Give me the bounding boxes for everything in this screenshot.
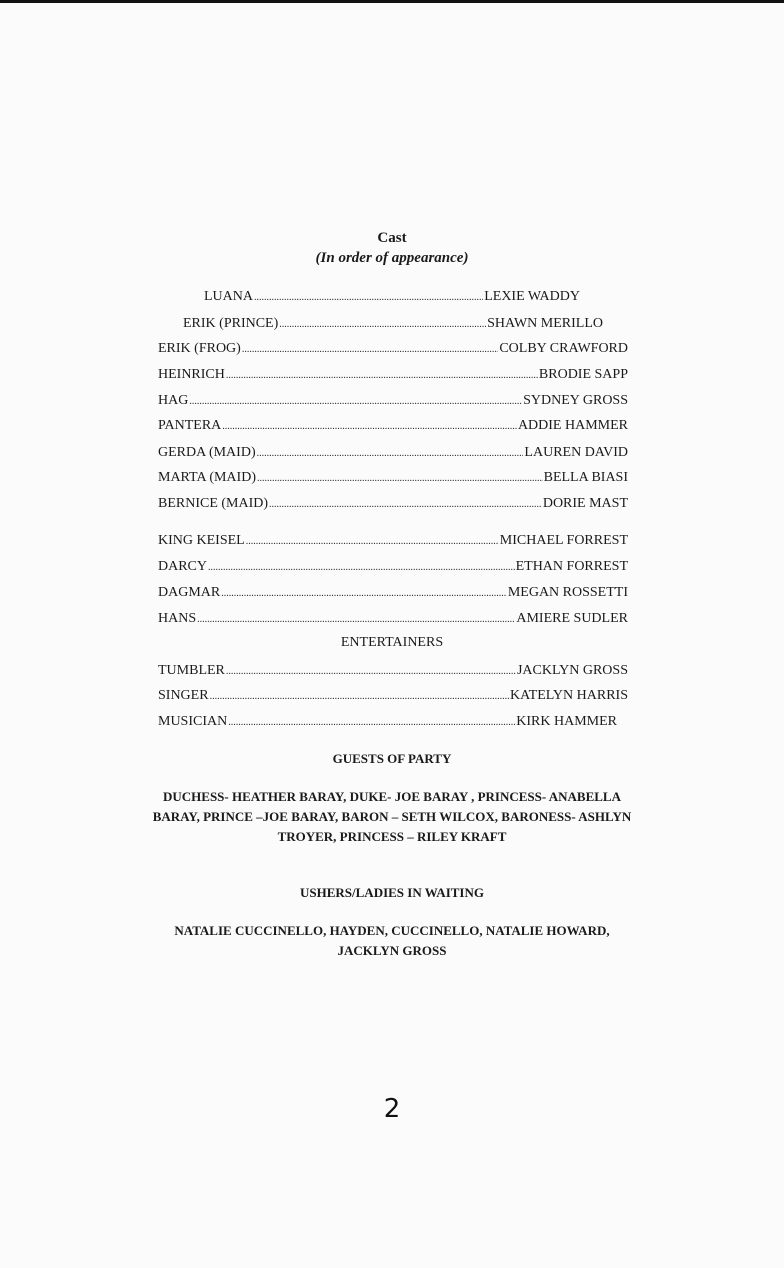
leader-dots [242, 340, 499, 360]
leader-dots [279, 315, 486, 335]
leader-dots [226, 662, 516, 682]
leader-dots [269, 495, 542, 515]
leader-dots [257, 469, 543, 489]
actor-name: JACKLYN GROSS [516, 663, 628, 678]
cast-row [158, 531, 628, 551]
leader-dots [189, 392, 522, 412]
role-name: DARCY [158, 559, 208, 574]
actor-name: LAUREN DAVID [524, 445, 628, 460]
actor-name: KATELYN HARRIS [510, 688, 628, 703]
role-name: LUANA [204, 289, 253, 304]
leader-dots [257, 444, 524, 464]
role-name: ERIK (PRINCE) [183, 316, 279, 331]
guests-heading: GUESTS OF PARTY [332, 751, 452, 766]
ushers-list: NATALIE CUCCINELLO, HAYDEN, CUCCINELLO, NATALIE HOWARD, JACKLYN GROSS [174, 923, 610, 958]
actor-name: ETHAN FORREST [515, 559, 628, 574]
role-name: BERNICE (MAID) [158, 496, 269, 511]
cast-row [158, 339, 628, 359]
cast-row [158, 494, 628, 514]
role-name: MARTA (MAID) [158, 470, 256, 485]
actor-name: MEGAN ROSSETTI [507, 585, 628, 600]
role-name: HAG [158, 393, 189, 408]
cast-row [158, 583, 628, 603]
cast-subtitle: (In order of appearance) [315, 250, 469, 266]
leader-dots [197, 610, 515, 630]
cast-row [158, 609, 628, 629]
cast-row [158, 365, 628, 385]
cast-row [158, 391, 628, 411]
entertainer-row [158, 712, 617, 732]
actor-name: ADDIE HAMMER [517, 418, 628, 433]
entertainer-row [158, 686, 628, 706]
guests-list: DUCHESS- HEATHER BARAY, DUKE- JOE BARAY , PRINCESS- ANABELLA BARAY, PRINCE –JOE BARAY, BARON – SETH WILCOX, BARONESS- ASHLYN TROYER, PRINCESS – RILEY KRAFT [152, 789, 632, 844]
actor-name: MICHAEL FORREST [499, 533, 628, 548]
leader-dots [254, 288, 483, 308]
leader-dots [221, 584, 507, 604]
leader-dots [228, 713, 515, 733]
actor-name: KIRK HAMMER [516, 714, 617, 729]
cast-row [158, 416, 628, 436]
cast-row [158, 443, 628, 463]
cast-row [158, 468, 628, 488]
role-name: DAGMAR [158, 585, 221, 600]
actor-name: COLBY CRAWFORD [499, 341, 628, 356]
role-name: GERDA (MAID) [158, 445, 256, 460]
cast-row [158, 557, 628, 577]
leader-dots [222, 417, 517, 437]
role-name: TUMBLER [158, 663, 225, 678]
actor-name: AMIERE SUDLER [516, 611, 628, 626]
cast-title: Cast [377, 230, 407, 246]
leader-dots [246, 532, 499, 552]
ushers-heading: USHERS/LADIES IN WAITING [300, 885, 484, 900]
actor-name: BELLA BIASI [543, 470, 628, 485]
role-name: SINGER [158, 688, 209, 703]
cast-row [183, 314, 603, 334]
scan-top-edge [0, 0, 784, 3]
role-name: MUSICIAN [158, 714, 228, 729]
leader-dots [226, 366, 538, 386]
role-name: KING KEISEL [158, 533, 245, 548]
actor-name: LEXIE WADDY [484, 289, 580, 304]
leader-dots [208, 558, 515, 578]
role-name: HANS [158, 611, 197, 626]
actor-name: DORIE MAST [542, 496, 628, 511]
page-number: 2 [383, 1094, 401, 1124]
actor-name: BRODIE SAPP [538, 367, 628, 382]
cast-row [204, 287, 580, 307]
entertainer-row [158, 661, 628, 681]
actor-name: SHAWN MERILLO [487, 316, 603, 331]
entertainers-heading: ENTERTAINERS [340, 635, 444, 650]
leader-dots [210, 687, 509, 707]
role-name: ERIK (FROG) [158, 341, 241, 356]
role-name: PANTERA [158, 418, 222, 433]
role-name: HEINRICH [158, 367, 225, 382]
actor-name: SYDNEY GROSS [523, 393, 628, 408]
